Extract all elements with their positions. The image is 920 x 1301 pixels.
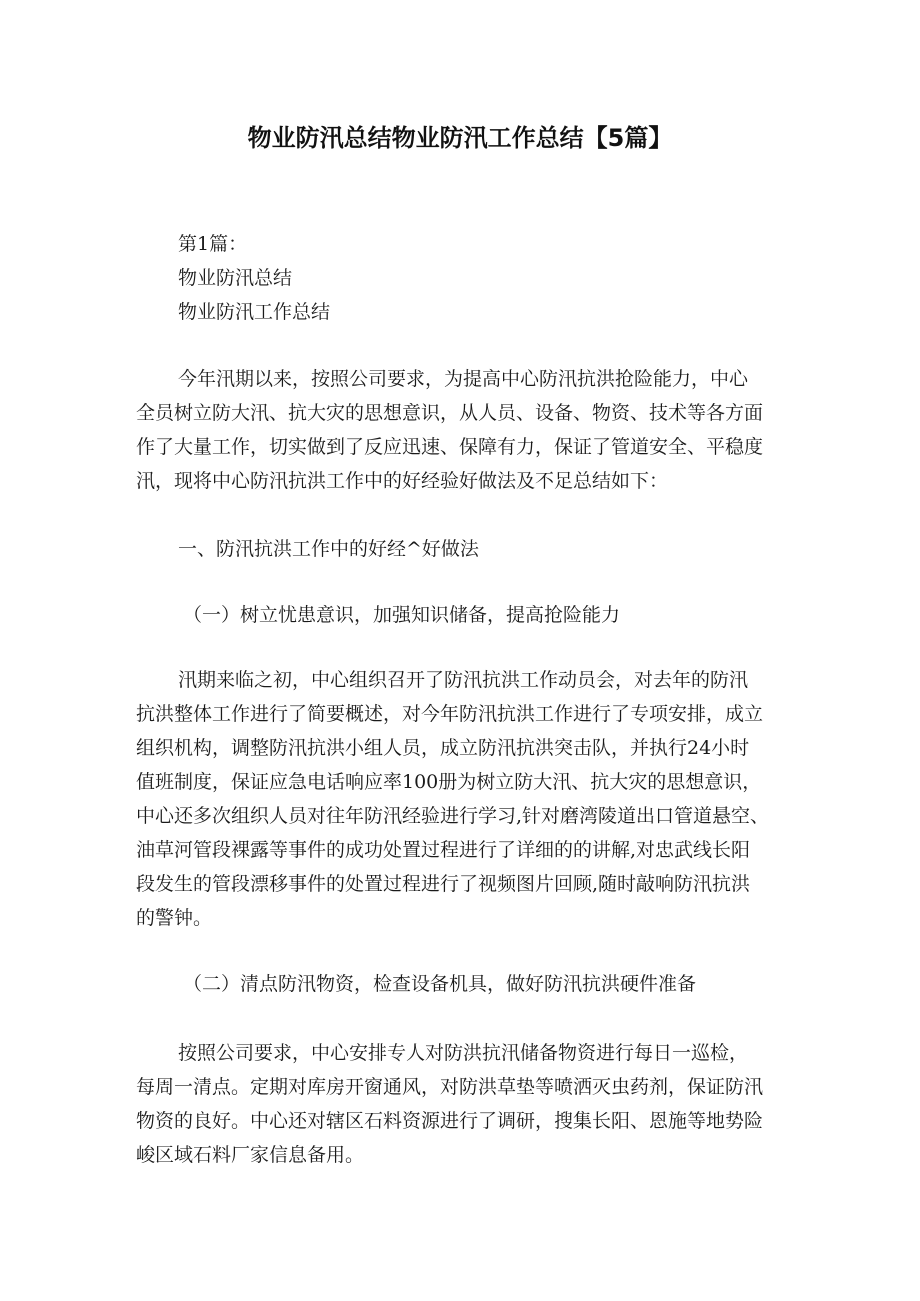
sub2-line-2: 每周一清点。定期对库房开窗通风，对防洪草垫等喷洒灭虫药剂，保证防汛 — [136, 1076, 764, 1098]
sub1-line-4: 值班制度，保证应急电话响应率100册为树立防大汛、抗大灾的思想意识， — [136, 771, 762, 793]
sub1-line-5: 中心还多次组织人员对往年防汛经验进行学习,针对磨湾陵道出口管道悬空、 — [136, 805, 770, 827]
intro-line-2: 全员树立防大汛、抗大灾的思想意识，从人员、设备、物资、技术等各方面 — [136, 402, 764, 424]
sub1-line-6: 油草河管段裸露等事件的成功处置过程进行了详细的的讲解,对忠武线长阳 — [136, 839, 751, 861]
sub1-line-1: 汛期来临之初，中心组织召开了防汛抗洪工作动员会，对去年的防汛 — [178, 669, 749, 691]
document-title: 物业防汛总结物业防汛工作总结【5篇】 — [247, 124, 673, 152]
sub1-line-3: 组织机构，调整防汛抗洪小组人员，成立防汛抗洪突击队，并执行24小时 — [136, 737, 750, 759]
sub2-line-1: 按照公司要求，中心安排专人对防洪抗汛储备物资进行每日一巡检， — [178, 1042, 749, 1064]
sub1-line-8: 的警钟。 — [136, 907, 213, 929]
intro-line-4: 汛，现将中心防汛抗洪工作中的好经验好做法及不足总结如下： — [136, 470, 669, 492]
sub2-line-4: 峻区域石料厂家信息备用。 — [136, 1144, 365, 1166]
part-title: 物业防汛总结 — [178, 267, 293, 289]
sub2-line-3: 物资的良好。中心还对辖区石料资源进行了调研，搜集长阳、恩施等地势险 — [136, 1110, 764, 1132]
section1-heading: 一、防汛抗洪工作中的好经^好做法 — [178, 538, 479, 560]
part-label: 第1篇： — [178, 233, 248, 255]
intro-line-3: 作了大量工作，切实做到了反应迅速、保障有力，保证了管道安全、平稳度 — [136, 436, 764, 458]
subsection2-heading: （二）清点防汛物资，检查设备机具，做好防汛抗洪硬件准备 — [183, 973, 697, 995]
sub1-line-7: 段发生的管段漂移事件的处置过程进行了视频图片回顾,随时敲响防汛抗洪 — [136, 873, 751, 895]
part-subtitle: 物业防汛工作总结 — [178, 301, 331, 323]
subsection1-heading: （一）树立忧患意识，加强知识储备，提高抢险能力 — [183, 604, 621, 626]
intro-line-1: 今年汛期以来，按照公司要求，为提高中心防汛抗洪抢险能力，中心 — [178, 368, 749, 390]
sub1-line-2: 抗洪整体工作进行了简要概述，对今年防汛抗洪工作进行了专项安排，成立 — [136, 703, 764, 725]
